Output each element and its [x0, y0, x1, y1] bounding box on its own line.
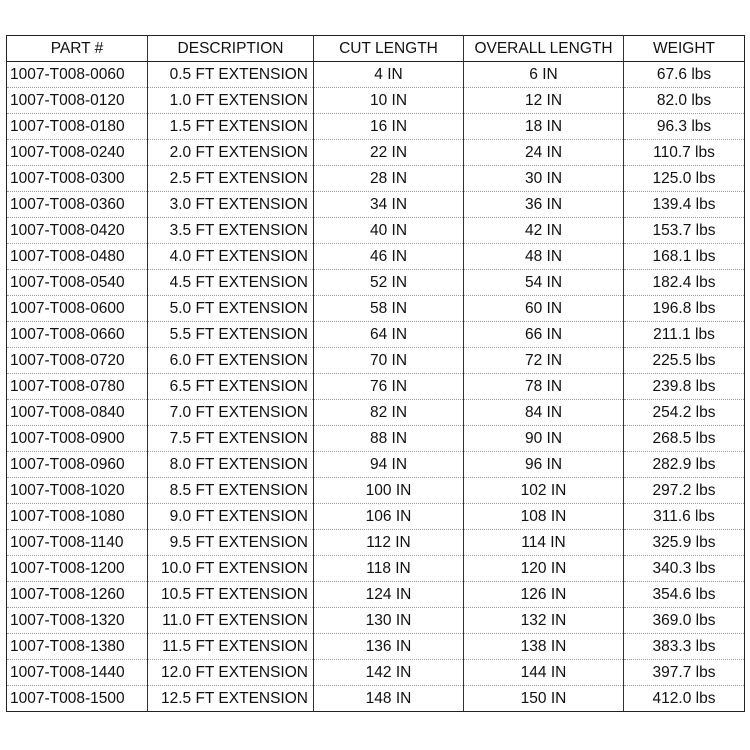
table-row [7, 556, 745, 582]
weight-cell: 211.1 lbs [624, 322, 745, 348]
table-row [7, 504, 745, 530]
table-row [7, 400, 745, 426]
description-cell: 12.0 FT EXTENSION [148, 660, 314, 686]
weight-cell: 239.8 lbs [624, 374, 745, 400]
cut-length-cell: 64 IN [314, 322, 464, 348]
table-row [7, 322, 745, 348]
cut-length-cell: 58 IN [314, 296, 464, 322]
table-row [7, 452, 745, 478]
table-row [7, 582, 745, 608]
weight-cell: 354.6 lbs [624, 582, 745, 608]
header-description: DESCRIPTION [148, 36, 314, 62]
cut-length-cell: 10 IN [314, 88, 464, 114]
part-number-cell: 1007-T008-0720 [7, 348, 148, 374]
table-body [7, 62, 745, 712]
weight-cell: 67.6 lbs [624, 62, 745, 88]
description-cell: 10.5 FT EXTENSION [148, 582, 314, 608]
table-row [7, 608, 745, 634]
description-cell: 7.5 FT EXTENSION [148, 426, 314, 452]
weight-cell: 125.0 lbs [624, 166, 745, 192]
weight-cell: 397.7 lbs [624, 660, 745, 686]
description-cell: 12.5 FT EXTENSION [148, 686, 314, 712]
cut-length-cell: 28 IN [314, 166, 464, 192]
part-number-cell: 1007-T008-0540 [7, 270, 148, 296]
description-cell: 9.0 FT EXTENSION [148, 504, 314, 530]
overall-length-cell: 12 IN [464, 88, 624, 114]
overall-length-cell: 114 IN [464, 530, 624, 556]
description-cell: 11.5 FT EXTENSION [148, 634, 314, 660]
table-row [7, 62, 745, 88]
weight-cell: 139.4 lbs [624, 192, 745, 218]
part-number-cell: 1007-T008-0060 [7, 62, 148, 88]
cut-length-cell: 94 IN [314, 452, 464, 478]
weight-cell: 340.3 lbs [624, 556, 745, 582]
overall-length-cell: 18 IN [464, 114, 624, 140]
table-row [7, 530, 745, 556]
overall-length-cell: 36 IN [464, 192, 624, 218]
table-row [7, 660, 745, 686]
overall-length-cell: 144 IN [464, 660, 624, 686]
header-part-number: PART # [7, 36, 148, 62]
overall-length-cell: 24 IN [464, 140, 624, 166]
overall-length-cell: 60 IN [464, 296, 624, 322]
description-cell: 5.5 FT EXTENSION [148, 322, 314, 348]
table-row [7, 374, 745, 400]
weight-cell: 225.5 lbs [624, 348, 745, 374]
description-cell: 1.0 FT EXTENSION [148, 88, 314, 114]
overall-length-cell: 120 IN [464, 556, 624, 582]
table-row [7, 88, 745, 114]
overall-length-cell: 72 IN [464, 348, 624, 374]
weight-cell: 282.9 lbs [624, 452, 745, 478]
cut-length-cell: 4 IN [314, 62, 464, 88]
cut-length-cell: 142 IN [314, 660, 464, 686]
cut-length-cell: 52 IN [314, 270, 464, 296]
overall-length-cell: 132 IN [464, 608, 624, 634]
table-row [7, 192, 745, 218]
header-row [7, 36, 745, 62]
description-cell: 2.5 FT EXTENSION [148, 166, 314, 192]
weight-cell: 297.2 lbs [624, 478, 745, 504]
extension-spec-table [6, 35, 745, 712]
cut-length-cell: 82 IN [314, 400, 464, 426]
overall-length-cell: 150 IN [464, 686, 624, 712]
table-row [7, 166, 745, 192]
part-number-cell: 1007-T008-0960 [7, 452, 148, 478]
part-number-cell: 1007-T008-0900 [7, 426, 148, 452]
table-row [7, 634, 745, 660]
overall-length-cell: 48 IN [464, 244, 624, 270]
weight-cell: 412.0 lbs [624, 686, 745, 712]
weight-cell: 110.7 lbs [624, 140, 745, 166]
weight-cell: 96.3 lbs [624, 114, 745, 140]
overall-length-cell: 126 IN [464, 582, 624, 608]
table-row [7, 218, 745, 244]
cut-length-cell: 124 IN [314, 582, 464, 608]
description-cell: 3.0 FT EXTENSION [148, 192, 314, 218]
overall-length-cell: 66 IN [464, 322, 624, 348]
description-cell: 6.5 FT EXTENSION [148, 374, 314, 400]
cut-length-cell: 112 IN [314, 530, 464, 556]
weight-cell: 153.7 lbs [624, 218, 745, 244]
part-number-cell: 1007-T008-1380 [7, 634, 148, 660]
table-row [7, 686, 745, 712]
weight-cell: 369.0 lbs [624, 608, 745, 634]
overall-length-cell: 108 IN [464, 504, 624, 530]
cut-length-cell: 130 IN [314, 608, 464, 634]
weight-cell: 254.2 lbs [624, 400, 745, 426]
part-number-cell: 1007-T008-1020 [7, 478, 148, 504]
part-number-cell: 1007-T008-1200 [7, 556, 148, 582]
overall-length-cell: 6 IN [464, 62, 624, 88]
overall-length-cell: 102 IN [464, 478, 624, 504]
part-number-cell: 1007-T008-1500 [7, 686, 148, 712]
weight-cell: 268.5 lbs [624, 426, 745, 452]
overall-length-cell: 96 IN [464, 452, 624, 478]
description-cell: 0.5 FT EXTENSION [148, 62, 314, 88]
description-cell: 2.0 FT EXTENSION [148, 140, 314, 166]
part-number-cell: 1007-T008-0780 [7, 374, 148, 400]
table-row [7, 478, 745, 504]
part-number-cell: 1007-T008-1080 [7, 504, 148, 530]
extension-spec-table-container [6, 35, 744, 712]
weight-cell: 196.8 lbs [624, 296, 745, 322]
weight-cell: 383.3 lbs [624, 634, 745, 660]
overall-length-cell: 84 IN [464, 400, 624, 426]
table-row [7, 348, 745, 374]
overall-length-cell: 30 IN [464, 166, 624, 192]
part-number-cell: 1007-T008-0600 [7, 296, 148, 322]
cut-length-cell: 70 IN [314, 348, 464, 374]
cut-length-cell: 76 IN [314, 374, 464, 400]
weight-cell: 325.9 lbs [624, 530, 745, 556]
cut-length-cell: 148 IN [314, 686, 464, 712]
cut-length-cell: 34 IN [314, 192, 464, 218]
weight-cell: 82.0 lbs [624, 88, 745, 114]
table-row [7, 426, 745, 452]
weight-cell: 182.4 lbs [624, 270, 745, 296]
part-number-cell: 1007-T008-0300 [7, 166, 148, 192]
part-number-cell: 1007-T008-1140 [7, 530, 148, 556]
description-cell: 4.5 FT EXTENSION [148, 270, 314, 296]
weight-cell: 168.1 lbs [624, 244, 745, 270]
table-row [7, 296, 745, 322]
cut-length-cell: 118 IN [314, 556, 464, 582]
cut-length-cell: 100 IN [314, 478, 464, 504]
description-cell: 5.0 FT EXTENSION [148, 296, 314, 322]
cut-length-cell: 136 IN [314, 634, 464, 660]
description-cell: 6.0 FT EXTENSION [148, 348, 314, 374]
table-row [7, 244, 745, 270]
part-number-cell: 1007-T008-0360 [7, 192, 148, 218]
part-number-cell: 1007-T008-0180 [7, 114, 148, 140]
overall-length-cell: 90 IN [464, 426, 624, 452]
overall-length-cell: 42 IN [464, 218, 624, 244]
cut-length-cell: 22 IN [314, 140, 464, 166]
part-number-cell: 1007-T008-0480 [7, 244, 148, 270]
cut-length-cell: 106 IN [314, 504, 464, 530]
part-number-cell: 1007-T008-1440 [7, 660, 148, 686]
description-cell: 10.0 FT EXTENSION [148, 556, 314, 582]
part-number-cell: 1007-T008-1260 [7, 582, 148, 608]
cut-length-cell: 40 IN [314, 218, 464, 244]
cut-length-cell: 16 IN [314, 114, 464, 140]
header-overall-length: OVERALL LENGTH [464, 36, 624, 62]
table-row [7, 114, 745, 140]
part-number-cell: 1007-T008-0420 [7, 218, 148, 244]
cut-length-cell: 88 IN [314, 426, 464, 452]
description-cell: 9.5 FT EXTENSION [148, 530, 314, 556]
part-number-cell: 1007-T008-0660 [7, 322, 148, 348]
description-cell: 3.5 FT EXTENSION [148, 218, 314, 244]
part-number-cell: 1007-T008-0840 [7, 400, 148, 426]
cut-length-cell: 46 IN [314, 244, 464, 270]
overall-length-cell: 54 IN [464, 270, 624, 296]
description-cell: 8.5 FT EXTENSION [148, 478, 314, 504]
description-cell: 4.0 FT EXTENSION [148, 244, 314, 270]
table-row [7, 270, 745, 296]
part-number-cell: 1007-T008-0240 [7, 140, 148, 166]
overall-length-cell: 78 IN [464, 374, 624, 400]
header-cut-length: CUT LENGTH [314, 36, 464, 62]
part-number-cell: 1007-T008-0120 [7, 88, 148, 114]
description-cell: 1.5 FT EXTENSION [148, 114, 314, 140]
description-cell: 8.0 FT EXTENSION [148, 452, 314, 478]
table-row [7, 140, 745, 166]
weight-cell: 311.6 lbs [624, 504, 745, 530]
overall-length-cell: 138 IN [464, 634, 624, 660]
description-cell: 7.0 FT EXTENSION [148, 400, 314, 426]
header-weight: WEIGHT [624, 36, 745, 62]
part-number-cell: 1007-T008-1320 [7, 608, 148, 634]
description-cell: 11.0 FT EXTENSION [148, 608, 314, 634]
